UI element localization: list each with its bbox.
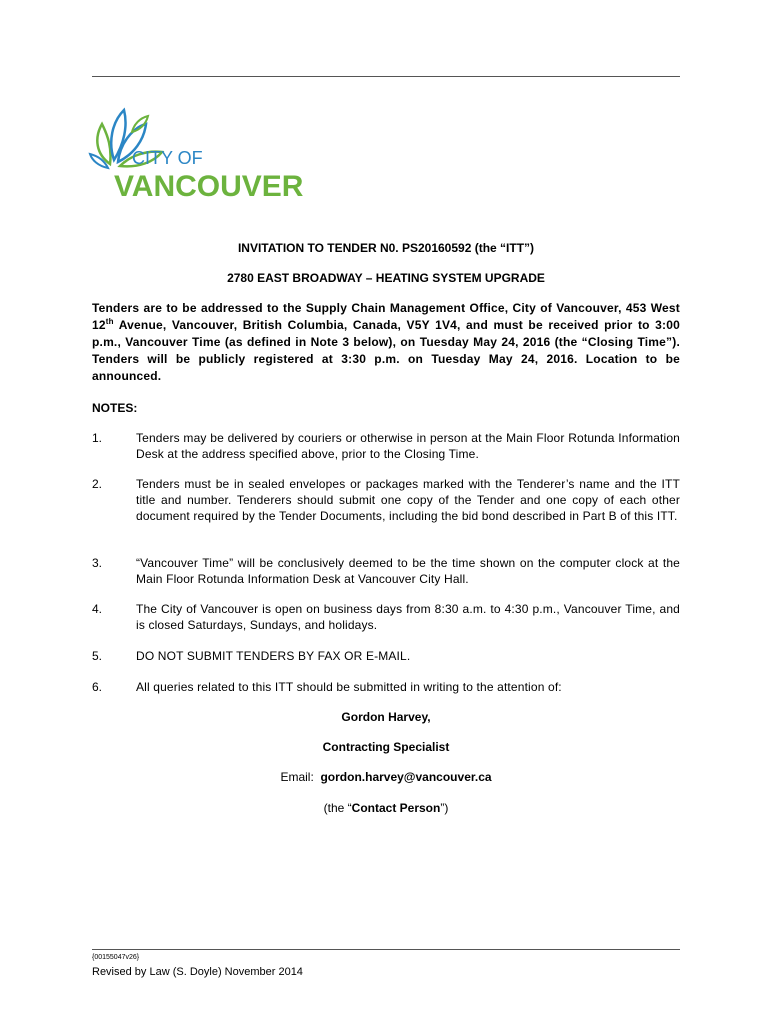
note-item [92,476,680,524]
note-number: 1. [92,431,103,445]
itt-title: INVITATION TO TENDER N0. PS20160592 (the “ITT”) [237,241,535,255]
contact-person-label: Contact Person [351,801,441,815]
note-number: 6. [92,680,103,694]
note-text: All queries related to this ITT should be submitted in writing to the attention of: [136,680,562,694]
project-title: 2780 EAST BROADWAY – HEATING SYSTEM UPGRADE [227,271,545,285]
note-item [92,430,680,462]
logo-line2: VANCOUVER [114,170,304,203]
footer-divider [92,949,680,950]
note-item [92,648,680,664]
intro-part2: Avenue, Vancouver, British Columbia, Canada, V5Y 1V4, and must be received prior to 3:00 p.m., Vancouver Time (as defined in Note 3 below), on Tuesday May 24, 2016 (the “Closing Time”). Tenders will be publicly registered at 3:30 p.m. on Tuesday May 24, 2016. Location to be announced. [92,318,680,383]
note-number: 3. [92,556,103,570]
logo-line1: CITY OF [132,148,203,168]
city-of-vancouver-logo [88,102,304,203]
contact-person-suffix: ”) [440,801,449,815]
note-number: 2. [92,477,103,491]
intro-part1: Tenders are to be addressed to the Supply Chain Management Office, City of Vancouver, 453 West 12 [92,301,680,332]
note-text: Tenders may be delivered by couriers or otherwise in person at the Main Floor Rotunda Information Desk at the address specified above, prior to the Closing Time. [136,431,680,461]
contact-email-line [92,770,680,784]
email-link[interactable]: gordon.harvey@vancouver.ca [320,770,492,784]
contact-name: Gordon Harvey, [341,710,431,724]
note-number: 4. [92,602,103,616]
note-item [92,679,680,695]
contact-person-prefix: (the “ [323,801,352,815]
intro-superscript: th [105,317,114,326]
email-label: Email: [280,770,321,784]
note-text: Tenders must be in sealed envelopes or packages marked with the Tenderer’s name and the ITT title and number. Tenderers should submit one copy of the Tender and one copy of each other document required by the Tender Documents, including the bid bond described in Part B of this ITT. [136,477,680,523]
document-code: {00155047v26} [92,954,140,961]
notes-heading: NOTES: [92,401,138,415]
note-number: 5. [92,649,103,663]
note-text: DO NOT SUBMIT TENDERS BY FAX OR E-MAIL. [136,649,411,663]
note-text: The City of Vancouver is open on business days from 8:30 a.m. to 4:30 p.m., Vancouver Time, and is closed Saturdays, Sundays, and holidays. [136,602,680,632]
contact-person-line [92,801,680,815]
intro-paragraph [92,300,680,385]
note-item [92,601,680,633]
note-item [92,555,680,587]
contact-title: Contracting Specialist [322,740,450,754]
note-text: “Vancouver Time” will be conclusively deemed to be the time shown on the computer clock at the Main Floor Rotunda Information Desk at Vancouver City Hall. [136,556,680,586]
revision-note: Revised by Law (S. Doyle) November 2014 [92,966,303,978]
top-divider [92,76,680,77]
